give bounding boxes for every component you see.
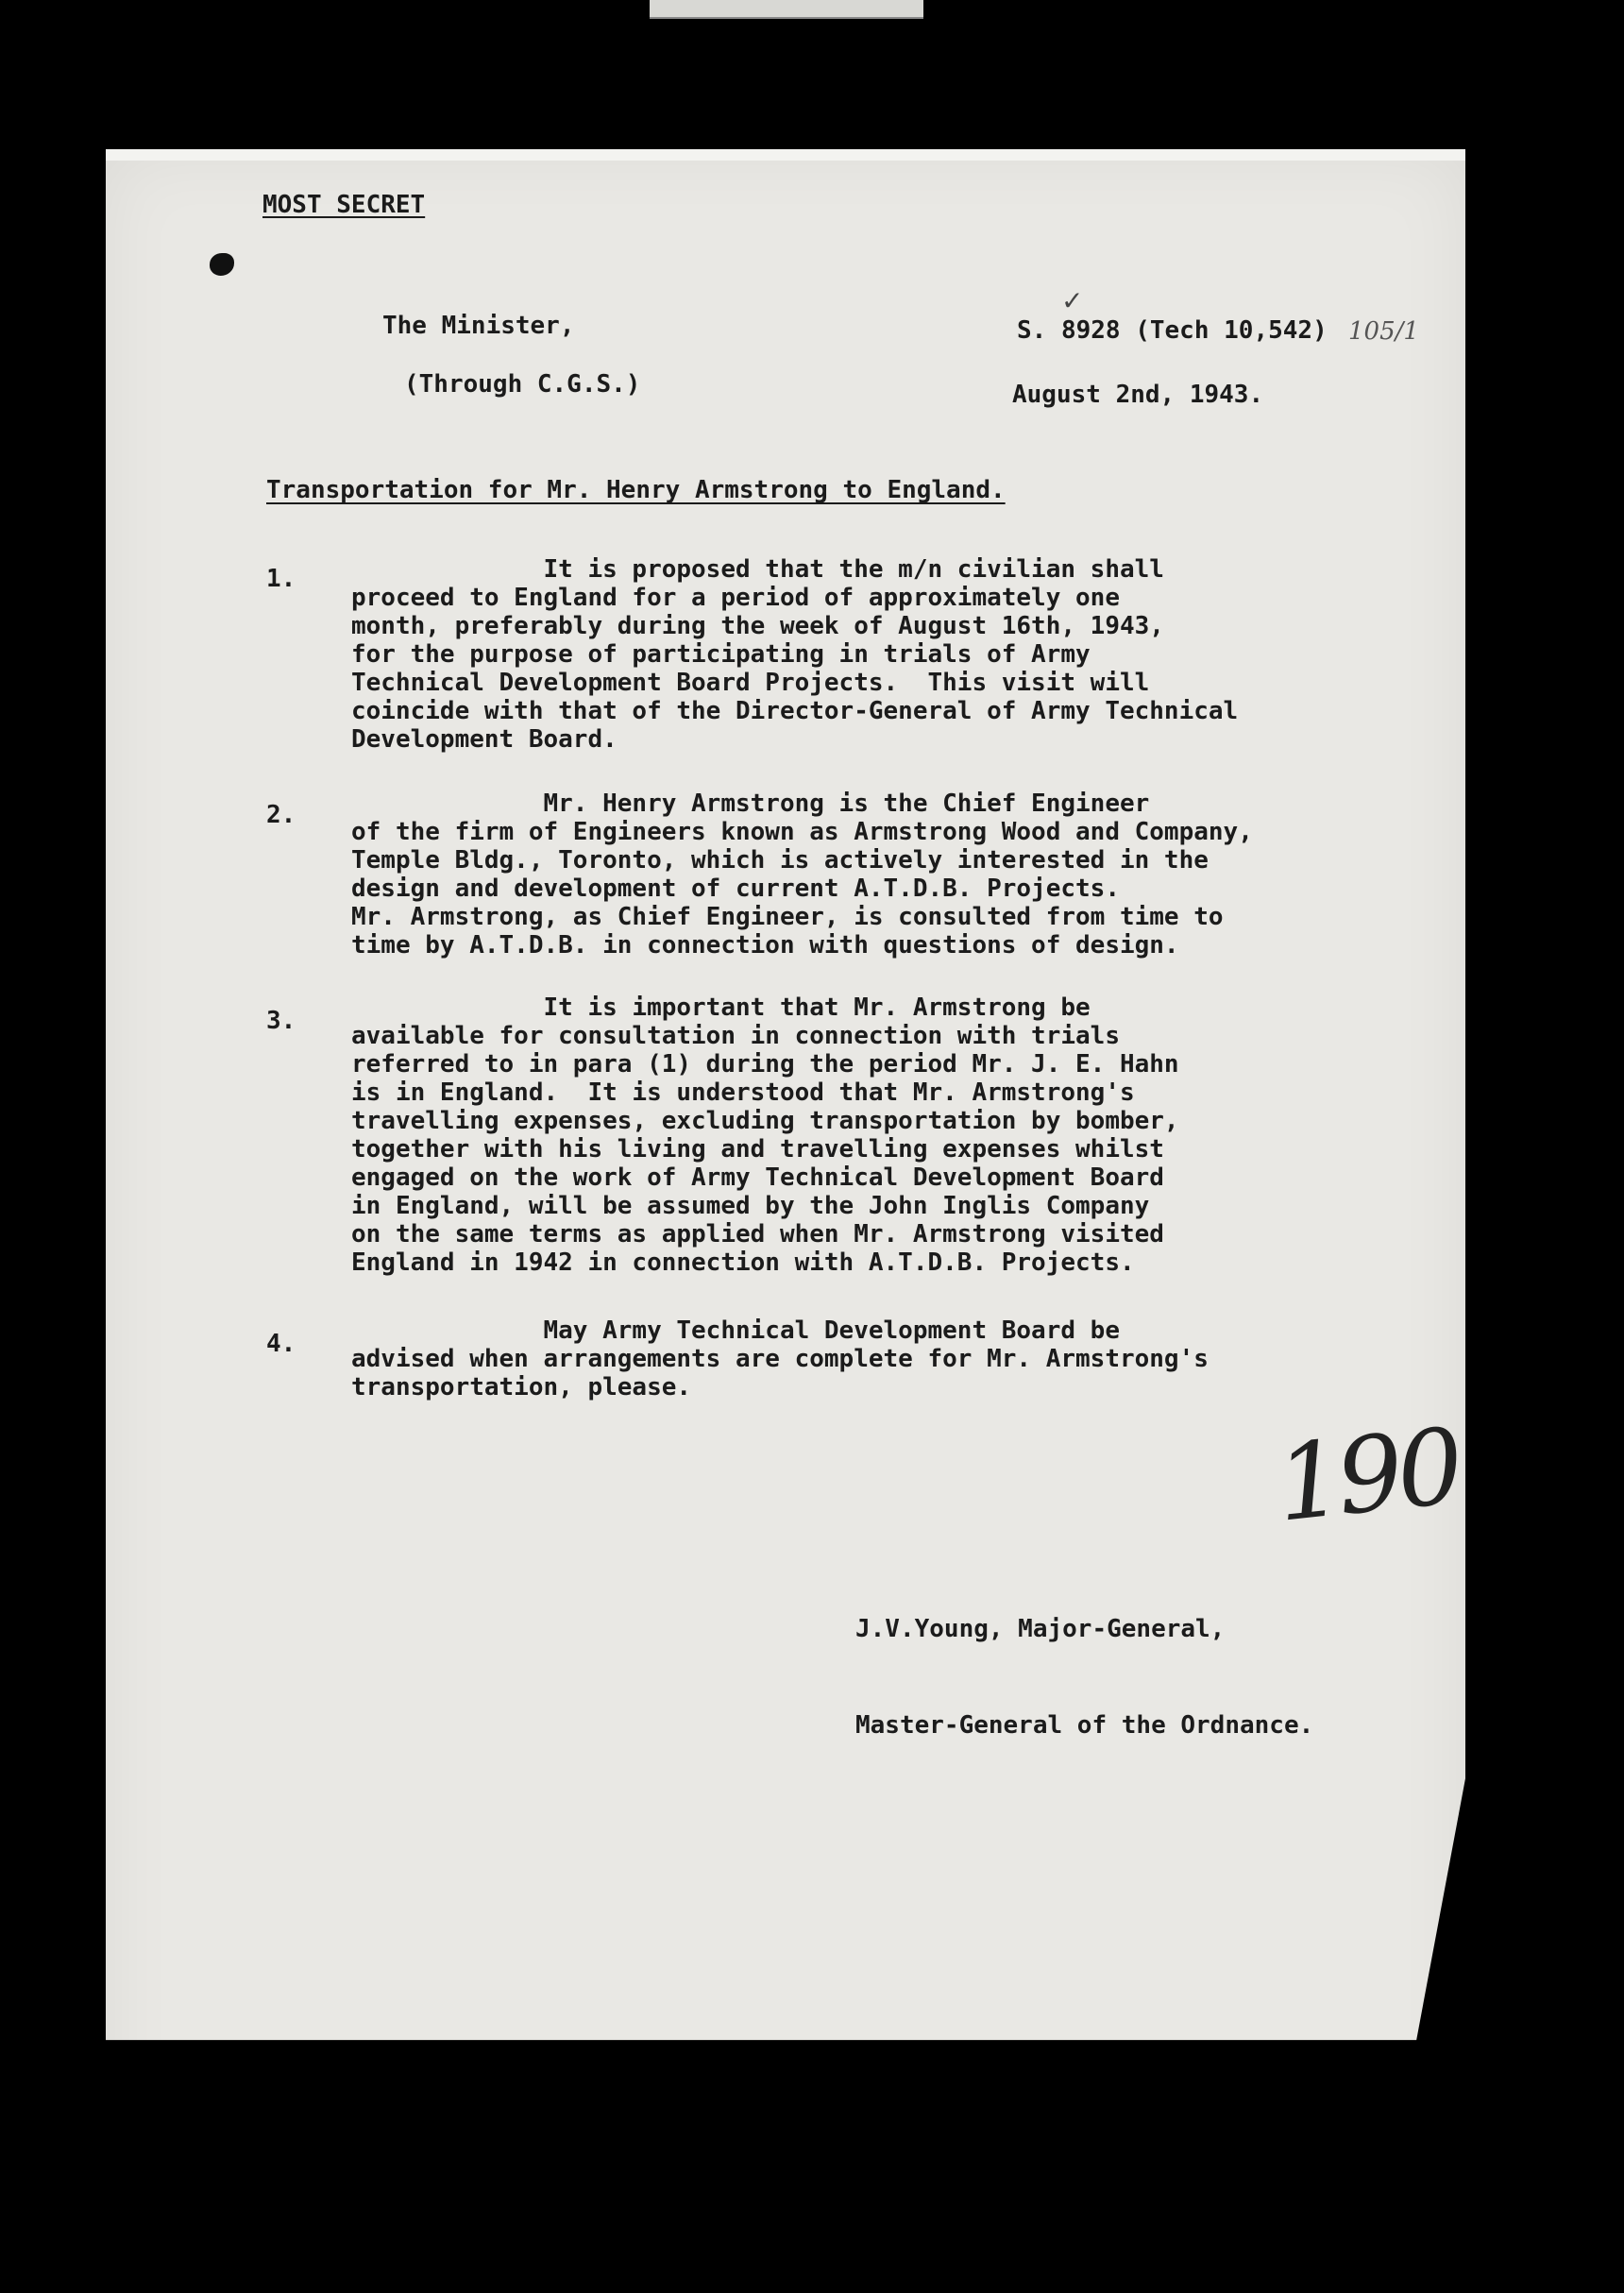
routing-line: (Through C.G.S.) xyxy=(404,370,641,399)
subject-line: Transportation for Mr. Henry Armstrong to England. xyxy=(266,476,1006,504)
signatory-name: J.V.Young, Major-General, xyxy=(855,1615,1226,1643)
ink-blot xyxy=(210,253,234,276)
memo-date: August 2nd, 1943. xyxy=(1012,381,1264,409)
file-reference-annotation: 105/1 xyxy=(1348,317,1419,346)
signatory-title: Master-General of the Ordnance. xyxy=(855,1711,1314,1740)
file-reference: S. 8928 (Tech 10,542) xyxy=(1017,316,1328,345)
paragraph-number: 1. xyxy=(266,565,296,593)
paragraph-text: It is important that Mr. Armstrong be available for consultation in connection with trials referred to in para (1) during the period Mr. J. E. Hahn is in England. It is understood that Mr. Armstrong's travelling expenses, excluding transportation by bomber, together with his living and travelling expenses whilst engaged on the work of Army Technical Development Board in England, will be assumed by the John Inglis Company on the same terms as applied when Mr. Armstrong visited England in 1942 in connection with A.T.D.B. Projects. xyxy=(351,994,1179,1277)
check-mark: ✓ xyxy=(1061,285,1084,316)
paragraph-number: 4. xyxy=(266,1330,296,1358)
paragraph-text: It is proposed that the m/n civilian shall proceed to England for a period of approximately one month, preferably during the week of August 16th, 1943, for the purpose of participating in trials of Army Technical Development Board Projects. This visit will coincide with that of the Director-General of Army Technical Development Board. xyxy=(351,555,1239,754)
classification-marking: MOST SECRET xyxy=(262,191,426,219)
paragraph-text: May Army Technical Development Board be advised when arrangements are complete for Mr. Armstrong's transportation, please. xyxy=(351,1316,1209,1401)
paragraph-number: 2. xyxy=(266,801,296,829)
handwritten-folio-number: 190 xyxy=(1270,1405,1464,1545)
paragraph-text: Mr. Henry Armstrong is the Chief Engineer of the firm of Engineers known as Armstrong Wood and Company, Temple Bldg., Toronto, which is actively interested in the design and development of current A.T.D.B. Projects. Mr. Armstrong, as Chief Engineer, is consulted from time to time by A.T.D.B. in connection with questions of design. xyxy=(351,790,1253,960)
paragraph-number: 3. xyxy=(266,1007,296,1035)
addressee: The Minister, xyxy=(382,312,575,340)
signature-block xyxy=(855,1549,1313,1806)
